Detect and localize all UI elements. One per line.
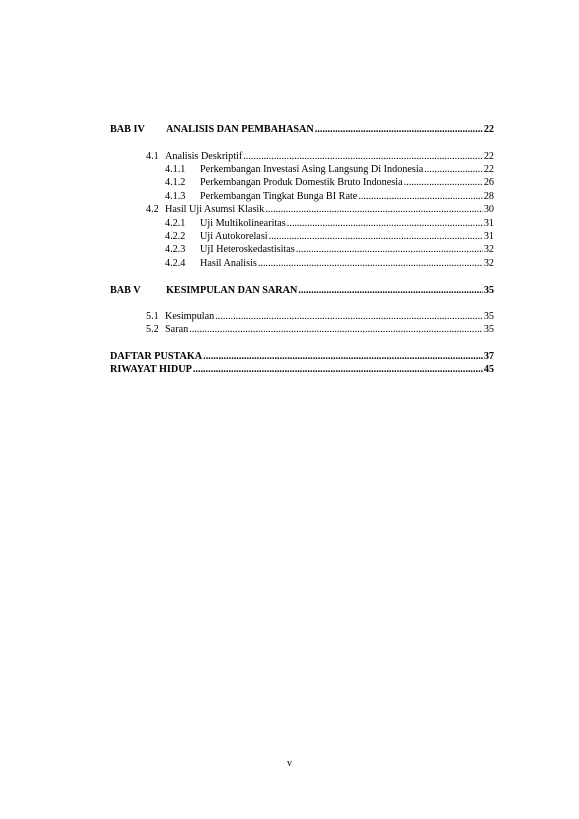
toc-entry-4-2-2	[165, 231, 494, 243]
dot-leader	[424, 164, 483, 176]
chapter-title: ANALISIS DAN PEMBAHASAN	[166, 124, 314, 135]
subsection-number: 4.2.1	[165, 218, 186, 229]
dot-leader	[258, 258, 483, 270]
page-number: 22	[483, 124, 494, 135]
subsection-title: Perkembangan Produk Domestik Bruto Indonesia	[200, 177, 403, 188]
page-number: 31	[483, 231, 494, 242]
dot-leader	[215, 311, 483, 323]
section-number: 5.1	[146, 311, 159, 322]
dot-leader	[298, 285, 482, 297]
page-number: 37	[483, 351, 494, 362]
subsection-number: 4.1.2	[165, 177, 186, 188]
section-number: 4.1	[146, 151, 159, 162]
entry-title: RIWAYAT HIDUP	[110, 364, 192, 375]
subsection-number: 4.2.3	[165, 244, 186, 255]
dot-leader	[287, 218, 483, 230]
page-number: 22	[483, 164, 494, 175]
section-number: 4.2	[146, 204, 159, 215]
page-number: 26	[483, 177, 494, 188]
page-number: 22	[483, 151, 494, 162]
subsection-title: UjI Heteroskedastisitas	[200, 244, 295, 255]
section-title: Hasil Uji Asumsi Klasik	[165, 204, 265, 215]
toc-entry-4-2-3	[165, 244, 494, 256]
toc-entry-4-2-4	[165, 258, 494, 270]
toc-entry-4-2	[146, 204, 494, 216]
dot-leader	[189, 324, 483, 336]
section-title: Kesimpulan	[165, 311, 215, 322]
section-title: Saran	[165, 324, 189, 335]
subsection-number: 4.1.1	[165, 164, 186, 175]
page-number: 35	[483, 324, 494, 335]
dot-leader	[315, 124, 483, 136]
subsection-number: 4.1.3	[165, 191, 186, 202]
toc-entry-daftar-pustaka	[110, 351, 494, 363]
toc-entry-4-1-3	[165, 191, 494, 203]
subsection-number: 4.2.2	[165, 231, 186, 242]
page-number: 35	[483, 285, 494, 296]
page-number: 45	[483, 364, 494, 375]
page-number: 28	[483, 191, 494, 202]
chapter-number: BAB IV	[110, 124, 145, 135]
page-number: 31	[483, 218, 494, 229]
toc-entry-5-1	[146, 311, 494, 323]
toc-entry-riwayat-hidup	[110, 364, 494, 376]
footer-page-number: v	[287, 758, 292, 769]
subsection-title: Perkembangan Tingkat Bunga BI Rate	[200, 191, 358, 202]
section-number: 5.2	[146, 324, 159, 335]
subsection-number: 4.2.4	[165, 258, 186, 269]
subsection-title: Uji Multikolinearitas	[200, 218, 286, 229]
page-number: 35	[483, 311, 494, 322]
dot-leader	[269, 231, 483, 243]
toc-entry-4-1-1	[165, 164, 494, 176]
page-number: 32	[483, 244, 494, 255]
dot-leader	[193, 364, 483, 376]
page-number: 30	[483, 204, 494, 215]
dot-leader	[265, 204, 482, 216]
subsection-title: Uji Autokorelasi	[200, 231, 268, 242]
toc-entry-bab-v	[110, 285, 494, 297]
dot-leader	[243, 151, 483, 163]
dot-leader	[404, 177, 483, 189]
section-title: Analisis Deskriptif	[165, 151, 243, 162]
toc-entry-bab-iv	[110, 124, 494, 136]
toc-entry-4-1-2	[165, 177, 494, 189]
page-number: 32	[483, 258, 494, 269]
toc-entry-4-2-1	[165, 218, 494, 230]
dot-leader	[358, 191, 482, 203]
subsection-title: Hasil Analisis	[200, 258, 257, 269]
subsection-title: Perkembangan Investasi Asing Langsung Di Indonesia	[200, 164, 424, 175]
toc-entry-4-1	[146, 151, 494, 163]
chapter-number: BAB V	[110, 285, 141, 296]
dot-leader	[203, 351, 483, 363]
entry-title: DAFTAR PUSTAKA	[110, 351, 203, 362]
chapter-title: KESIMPULAN DAN SARAN	[166, 285, 298, 296]
dot-leader	[296, 244, 483, 256]
toc-entry-5-2	[146, 324, 494, 336]
